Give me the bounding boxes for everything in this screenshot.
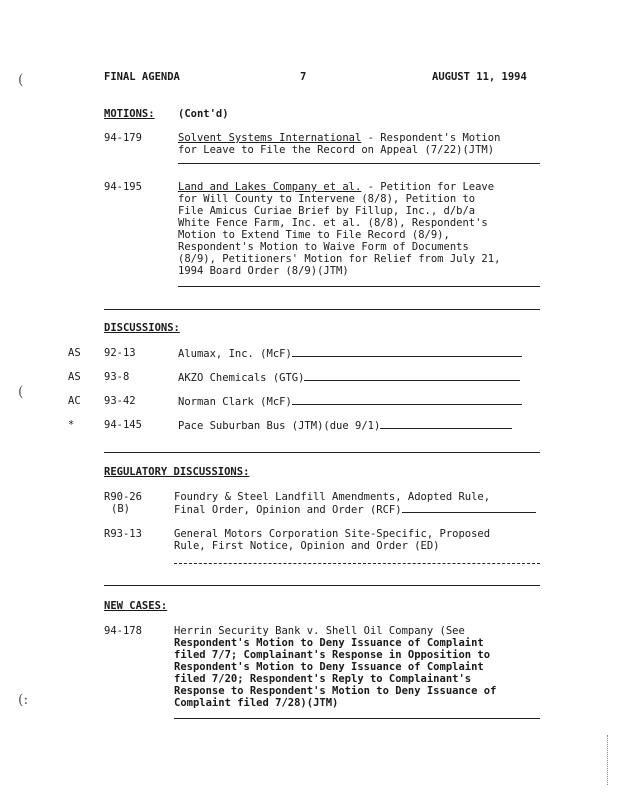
case-text: File Amicus Curiae Brief by Fillup, Inc., d/b/a xyxy=(178,205,476,217)
case-text: Final Order, Opinion and Order (RCF) xyxy=(174,504,402,516)
fill-line xyxy=(304,371,520,381)
motions-heading: MOTIONS: xyxy=(104,108,155,120)
scan-artifact xyxy=(607,735,608,785)
status-mark: AS xyxy=(68,347,81,359)
case-sub: (B) xyxy=(111,503,130,515)
section-divider xyxy=(104,585,540,586)
regulatory-item xyxy=(174,503,536,516)
section-divider xyxy=(104,452,540,453)
case-text: Rule, First Notice, Opinion and Order (ED) xyxy=(174,540,440,552)
case-text: (8/9), Petitioners' Motion for Relief from July 21, xyxy=(178,253,501,265)
case-text: Herrin Security Bank v. Shell Oil Company (See xyxy=(174,625,465,637)
case-text: Motion to Extend Time to File Record (8/9), xyxy=(178,229,450,241)
case-text: 1994 Board Order (8/9)(JTM) xyxy=(178,265,349,277)
discussion-item xyxy=(178,419,512,432)
motions-cont: (Cont'd) xyxy=(178,108,229,120)
signature-line xyxy=(174,563,540,564)
fill-line xyxy=(292,395,522,405)
header-title: FINAL AGENDA xyxy=(104,71,180,83)
case-text: for Will County to Intervene (8/8), Petition to xyxy=(178,193,476,205)
signature-line xyxy=(174,718,540,719)
case-text: for Leave to File the Record on Appeal (7/22)(JTM) xyxy=(178,144,495,156)
fill-line xyxy=(402,503,536,513)
case-text: White Fence Farm, Inc. et al. (8/8), Respondent's xyxy=(178,217,488,229)
signature-line xyxy=(178,286,540,287)
case-text: Norman Clark (McF) xyxy=(178,396,292,408)
case-number: 93-8 xyxy=(104,371,130,383)
discussion-item xyxy=(178,395,522,408)
case-text: Respondent's Motion to Waive Form of Documents xyxy=(178,241,469,253)
discussion-item xyxy=(178,347,522,360)
new-cases-heading: NEW CASES: xyxy=(104,600,168,612)
signature-line xyxy=(178,163,540,164)
fill-line xyxy=(380,419,512,429)
case-text: filed 7/20; Respondent's Reply to Complainant's xyxy=(174,673,472,685)
case-number: R90-26 xyxy=(104,491,142,503)
margin-mark: (: xyxy=(18,692,29,708)
margin-mark: ( xyxy=(18,384,24,400)
case-text: Respondent's Motion to Deny Issuance of Complaint xyxy=(174,661,484,673)
discussions-heading: DISCUSSIONS: xyxy=(104,322,180,334)
case-text: Response to Respondent's Motion to Deny Issuance of xyxy=(174,685,497,697)
margin-mark: ( xyxy=(18,72,24,88)
case-number: 94-195 xyxy=(104,181,142,193)
case-number: 94-178 xyxy=(104,625,142,637)
status-mark: * xyxy=(68,419,75,431)
case-text: General Motors Corporation Site-Specific, Proposed xyxy=(174,528,491,540)
status-mark: AS xyxy=(68,371,81,383)
case-text: Complaint filed 7/28)(JTM) xyxy=(174,697,339,709)
case-text: Respondent's Motion to Deny Issuance of Complaint xyxy=(174,637,484,649)
header-date: AUGUST 11, 1994 xyxy=(432,71,527,83)
discussion-item xyxy=(178,371,520,384)
case-text: - Petition for Leave xyxy=(361,181,495,193)
status-mark: AC xyxy=(68,395,81,407)
case-text: Alumax, Inc. (McF) xyxy=(178,348,292,360)
case-number: 94-179 xyxy=(104,132,142,144)
case-line xyxy=(178,132,500,144)
fill-line xyxy=(292,347,522,357)
case-number: 94-145 xyxy=(104,419,142,431)
case-number: 92-13 xyxy=(104,347,136,359)
case-line xyxy=(178,181,494,193)
case-text: AKZO Chemicals (GTG) xyxy=(178,372,305,384)
case-number: 93-42 xyxy=(104,395,136,407)
case-number: R93-13 xyxy=(104,528,142,540)
regulatory-heading: REGULATORY DISCUSSIONS: xyxy=(104,466,250,478)
case-name: Land and Lakes Company et al. xyxy=(178,181,362,193)
case-text: Foundry & Steel Landfill Amendments, Adopted Rule, xyxy=(174,491,491,503)
case-name: Solvent Systems International xyxy=(178,132,362,144)
section-divider xyxy=(104,309,540,310)
case-text: filed 7/7; Complainant's Response in Opposition to xyxy=(174,649,491,661)
case-text: - Respondent's Motion xyxy=(361,132,501,144)
case-text: Pace Suburban Bus (JTM)(due 9/1) xyxy=(178,420,381,432)
page-number: 7 xyxy=(300,71,307,83)
